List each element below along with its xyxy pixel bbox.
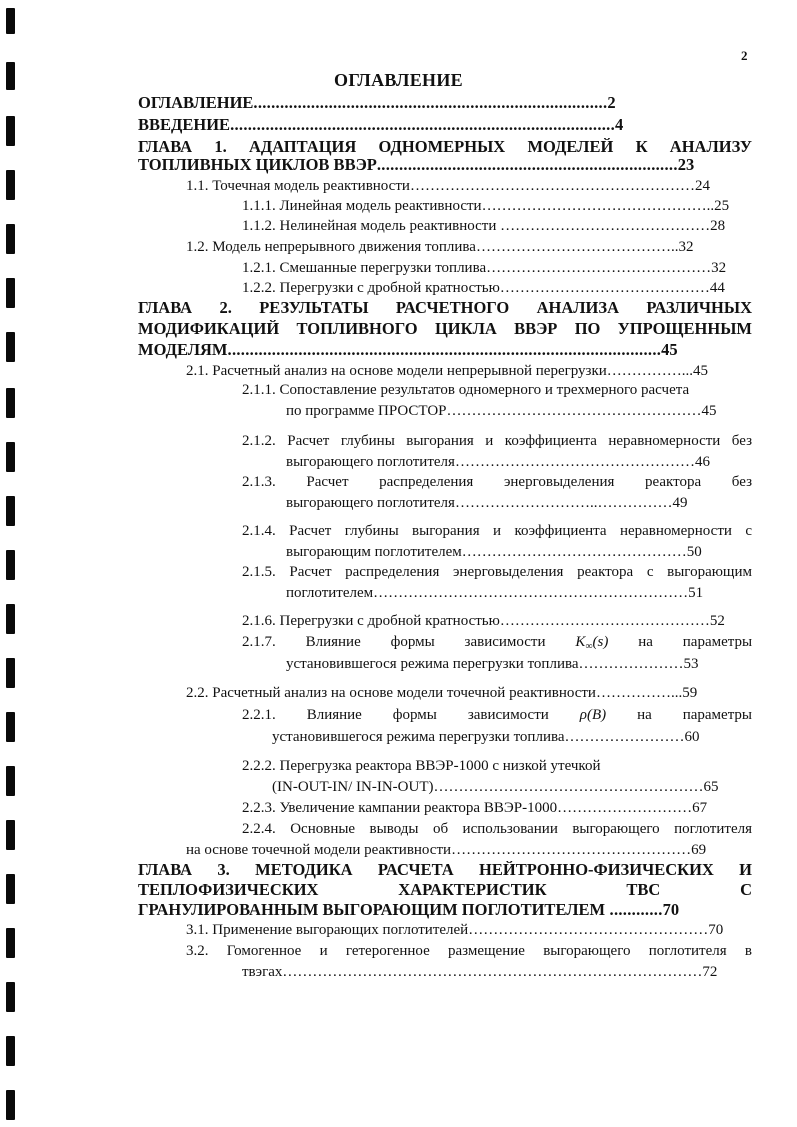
toc-entry-line: по программе ПРОСТОР……………………………………………45 bbox=[286, 403, 717, 419]
toc-entry-line: МОДЕЛЯМ..................................................................................................45 bbox=[138, 341, 678, 359]
binding-mark bbox=[6, 820, 15, 850]
toc-entry[interactable]: 3.1. Применение выгорающих поглотителей…………………………………………70 bbox=[186, 922, 724, 938]
toc-entry[interactable]: 1.1.1. Линейная модель реактивности………………………………………..25 bbox=[242, 198, 730, 214]
toc-entry-line: выгорающего поглотителя…………………………………………46 bbox=[286, 454, 710, 470]
toc-entry[interactable]: 2.1.6. Перегрузки с дробной кратностью……………………………………52 bbox=[242, 613, 725, 629]
toc-entry[interactable]: 1.2.1. Смешанные перегрузки топлива………………………………………32 bbox=[242, 260, 727, 276]
toc-entry-line: 2.2.1. Влияние формы зависимости ρ(B) на параметры bbox=[242, 707, 752, 723]
toc-entry-line: выгорающего поглотителя………………………..……………49 bbox=[286, 495, 688, 511]
toc-entry[interactable]: 1.1.2. Нелинейная модель реактивности ……………………………………28 bbox=[242, 218, 726, 234]
binding-mark bbox=[6, 766, 15, 796]
toc-entry[interactable]: ОГЛАВЛЕНИЕ................................................................................2 bbox=[138, 94, 616, 112]
toc-entry-line: 2.1.1. Сопоставление результатов одномерного и трехмерного расчета bbox=[242, 382, 690, 398]
toc-entry-line: 2.1.4. Расчет глубины выгорания и коэффициента неравномерности с bbox=[242, 523, 752, 539]
binding-mark bbox=[6, 550, 15, 580]
toc-entry-line: 2.2.2. Перегрузка реактора ВВЭР-1000 с низкой утечкой bbox=[242, 758, 601, 774]
toc-entry-line: 2.2.4. Основные выводы об использовании выгорающего поглотителя bbox=[242, 821, 752, 837]
toc-entry-line: установившегося режима перегрузки топлива……………………60 bbox=[272, 729, 700, 745]
binding-mark bbox=[6, 496, 15, 526]
binding-mark bbox=[6, 170, 15, 200]
toc-entry-line: (IN-OUT-IN/ IN-IN-OUT)………………………………………………65 bbox=[272, 779, 719, 795]
toc-entry[interactable]: 1.2.2. Перегрузки с дробной кратностью……………………………………44 bbox=[242, 280, 725, 296]
toc-entry-line: поглотителем………………………………………………………51 bbox=[286, 585, 704, 601]
binding-mark bbox=[6, 712, 15, 742]
toc-entry[interactable]: 1.1. Точечная модель реактивности…………………………………………………24 bbox=[186, 178, 710, 194]
toc-entry-line: МОДИФИКАЦИЙ ТОПЛИВНОГО ЦИКЛА ВВЭР ПО УПРОЩЕННЫМ bbox=[138, 320, 752, 338]
binding-mark bbox=[6, 442, 15, 472]
binding-mark bbox=[6, 982, 15, 1012]
binding-margin bbox=[0, 0, 20, 1127]
toc-entry-line: 2.1.5. Расчет распределения энерговыделения реактора с выгорающим bbox=[242, 564, 752, 580]
page-title: ОГЛАВЛЕНИЕ bbox=[334, 70, 463, 90]
toc-entry-line: ТОПЛИВНЫХ ЦИКЛОВ ВВЭР....................................................................23 bbox=[138, 156, 695, 174]
binding-mark bbox=[6, 658, 15, 688]
toc-entry-line: ГРАНУЛИРОВАННЫМ ВЫГОРАЮЩИМ ПОГЛОТИТЕЛЕМ ............70 bbox=[138, 901, 680, 919]
toc-entry[interactable]: 2.2. Расчетный анализ на основе модели точечной реактивности……………...59 bbox=[186, 685, 698, 701]
toc-entry-line: твэгах…………………………………………………………………………72 bbox=[242, 964, 718, 980]
toc-entry-line: ГЛАВА 2. РЕЗУЛЬТАТЫ РАСЧЕТНОГО АНАЛИЗА РАЗЛИЧНЫХ bbox=[138, 299, 752, 317]
toc-entry[interactable]: 1.2. Модель непрерывного движения топлива…………………………………..32 bbox=[186, 239, 694, 255]
toc-entry[interactable]: 2.2.3. Увеличение кампании реактора ВВЭР-1000………………………67 bbox=[242, 800, 708, 816]
toc-entry-line: выгорающим поглотителем………………………………………50 bbox=[286, 544, 702, 560]
toc-entry-line: на основе точечной модели реактивности…………………………………………69 bbox=[186, 842, 707, 858]
toc-entry-line: 2.1.7. Влияние формы зависимости $K_\infty(s)$ на параметры bbox=[242, 634, 752, 652]
toc-entry[interactable]: 2.1. Расчетный анализ на основе модели непрерывной перегрузки……………...45 bbox=[186, 363, 709, 379]
toc-entry-line: ГЛАВА 3. МЕТОДИКА РАСЧЕТА НЕЙТРОННО-ФИЗИЧЕСКИХ И bbox=[138, 861, 752, 879]
page-number: 2 bbox=[741, 48, 748, 63]
binding-mark bbox=[6, 874, 15, 904]
binding-mark bbox=[6, 224, 15, 254]
binding-mark bbox=[6, 332, 15, 362]
toc-entry-line: ГЛАВА 1. АДАПТАЦИЯ ОДНОМЕРНЫХ МОДЕЛЕЙ К АНАЛИЗУ bbox=[138, 138, 752, 156]
toc-entry-line: 2.1.3. Расчет распределения энерговыделения реактора без bbox=[242, 474, 752, 490]
binding-mark bbox=[6, 928, 15, 958]
binding-mark bbox=[6, 1090, 15, 1120]
toc-entry-line: 2.1.2. Расчет глубины выгорания и коэффициента неравномерности без bbox=[242, 433, 752, 449]
binding-mark bbox=[6, 8, 15, 34]
toc-entry-line: ТЕПЛОФИЗИЧЕСКИХ ХАРАКТЕРИСТИК ТВС С bbox=[138, 881, 752, 899]
binding-mark bbox=[6, 388, 15, 418]
toc-entry-line: 3.2. Гомогенное и гетерогенное размещение выгорающего поглотителя в bbox=[186, 943, 752, 959]
binding-mark bbox=[6, 278, 15, 308]
binding-mark bbox=[6, 116, 15, 146]
binding-mark bbox=[6, 1036, 15, 1066]
toc-entry[interactable]: ВВЕДЕНИЕ.......................................................................................4 bbox=[138, 116, 624, 134]
toc-entry-line: установившегося режима перегрузки топлива…………………53 bbox=[286, 656, 699, 672]
binding-mark bbox=[6, 604, 15, 634]
